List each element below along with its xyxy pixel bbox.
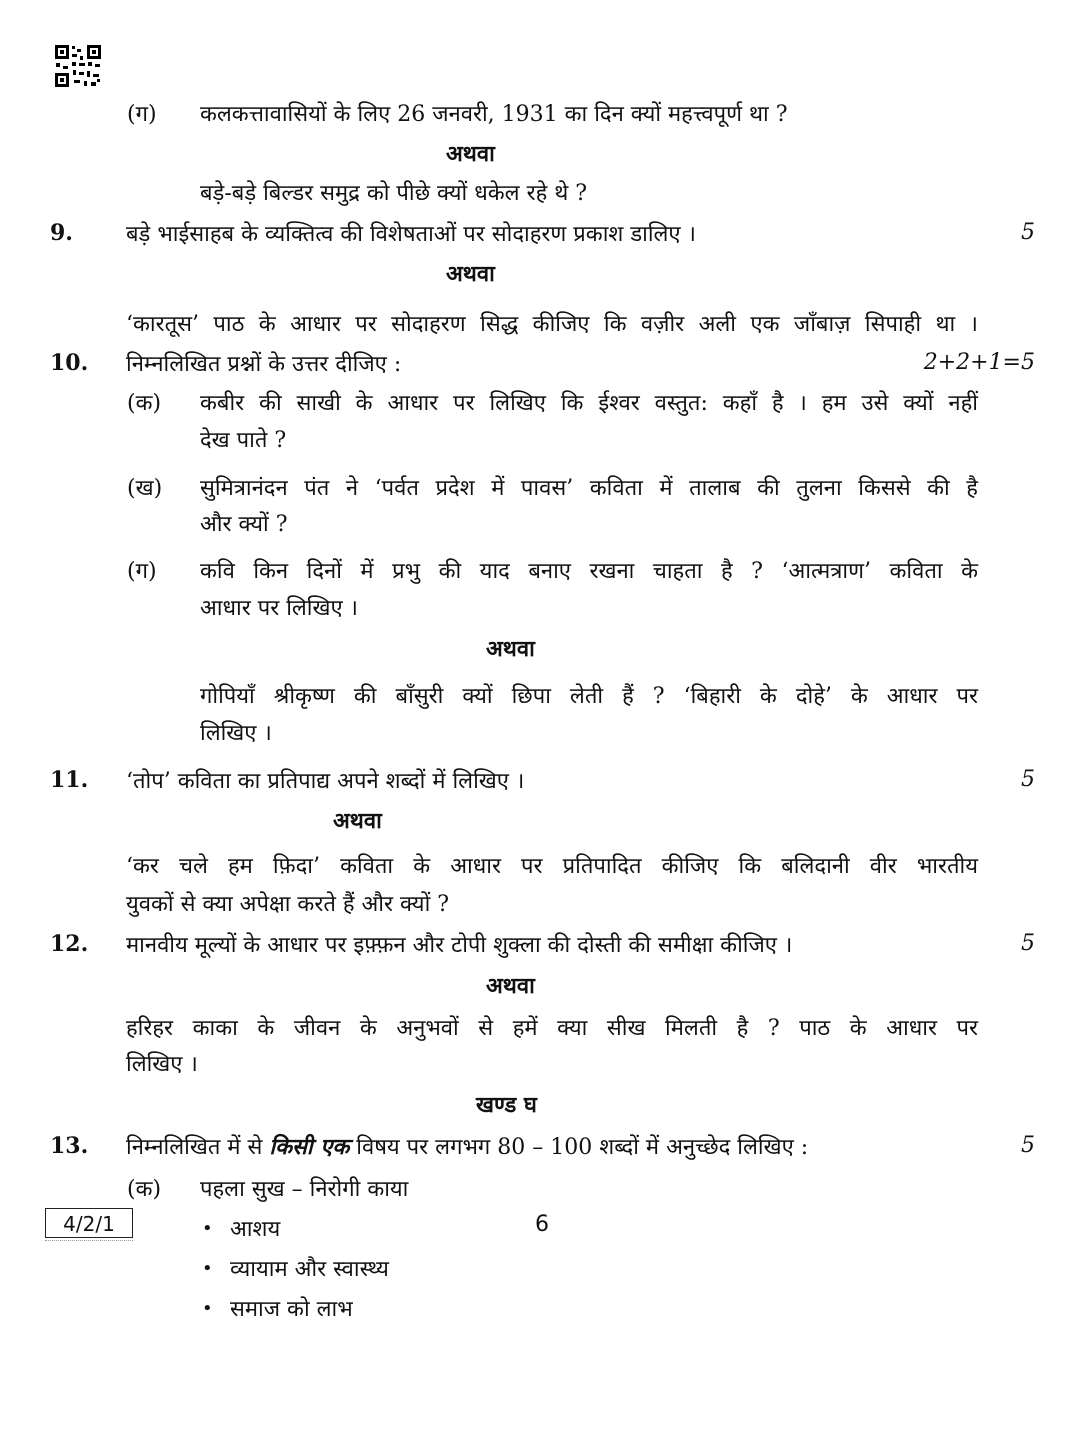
q13a-title: पहला सुख – निरोगी काया [200,1177,409,1202]
q10c-label: (ग) [127,559,157,584]
q13a-bullet-2: व्यायाम और स्वास्थ्य [230,1257,389,1282]
q9-marks: 5 [1021,220,1035,245]
section-title: खण्ड घ [476,1092,537,1118]
q11-number: 11. [50,767,89,793]
q10a-label: (क) [127,391,162,416]
q13a-bullet-1: आशय [230,1217,281,1242]
bullet-icon: • [202,1298,213,1319]
q10c-line1: कवि किन दिनों में प्रभु की याद बनाए रखना चाहता है ? ‘आत्मत्राण’ कविता के [200,559,978,584]
q11-or-heading: अथवा [333,808,382,834]
q8c-text: कलकत्तावासियों के लिए 26 जनवरी, 1931 का दिन क्यों महत्त्वपूर्ण था ? [200,102,788,127]
bullet-icon: • [202,1218,213,1239]
q8-or-heading: अथवा [446,141,495,167]
q13-text-pre: निम्नलिखित में से [126,1135,270,1160]
q10b-line1: सुमित्रानंदन पंत ने ‘पर्वत प्रदेश में पावस’ कविता में तालाब की तुलना किससे की है [200,476,978,501]
q11-or-line1: ‘कर चले हम फ़िदा’ कविता के आधार पर प्रतिपादित कीजिए कि बलिदानी वीर भारतीय [126,854,978,879]
footer-divider [45,1240,133,1244]
q10-number: 10. [50,350,89,376]
q13-marks: 5 [1021,1133,1035,1158]
qr-code-icon [54,44,102,88]
q12-or-heading: अथवा [486,973,535,999]
q10-text: निम्नलिखित प्रश्नों के उत्तर दीजिए : [126,352,402,377]
q10b-label: (ख) [127,476,163,501]
q13a-label: (क) [127,1177,162,1202]
page-number: 6 [535,1212,549,1237]
q13a-bullet-3: समाज को लाभ [230,1297,353,1322]
bullet-icon: • [202,1258,213,1279]
q13-number: 13. [50,1133,89,1159]
q10c-line2: आधार पर लिखिए । [200,596,358,621]
q10-marks: 2+2+1=5 [923,350,1035,375]
q12-marks: 5 [1021,931,1035,956]
q10a-line1: कबीर की साखी के आधार पर लिखिए कि ईश्वर वस्तुत: कहाँ है । हम उसे क्यों नहीं [200,391,978,416]
q9-or-text: ‘कारतूस’ पाठ के आधार पर सोदाहरण सिद्ध कीजिए कि वज़ीर अली एक जाँबाज़ सिपाही था । [126,312,978,337]
q8-or-text: बड़े-बड़े बिल्डर समुद्र को पीछे क्यों धकेल रहे थे ? [200,181,588,206]
q9-or-heading: अथवा [446,261,495,287]
q9-number: 9. [50,220,73,246]
q12-or-line1: हरिहर काका के जीवन के अनुभवों से हमें क्या सीख मिलती है ? पाठ के आधार पर [126,1016,978,1041]
q12-text: मानवीय मूल्यों के आधार पर इफ़्फ़न और टोपी शुक्ला की दोस्ती की समीक्षा कीजिए । [126,933,793,958]
q12-or-line2: लिखिए । [126,1052,198,1077]
q11-text: ‘तोप’ कविता का प्रतिपाद्य अपने शब्दों में लिखिए । [126,769,525,794]
q10-or-line2: लिखिए । [200,721,272,746]
q13-text [126,1131,808,1161]
q10a-line2: देख पाते ? [200,428,287,453]
q13-text-emphasis: किसी एक [269,1134,350,1160]
q10-or-line1: गोपियाँ श्रीकृष्ण की बाँसुरी क्यों छिपा लेती हैं ? ‘बिहारी के दोहे’ के आधार पर [200,684,978,709]
paper-code: 4/2/1 [45,1208,133,1238]
q10b-line2: और क्यों ? [200,512,288,537]
q9-text: बड़े भाईसाहब के व्यक्तित्व की विशेषताओं पर सोदाहरण प्रकाश डालिए । [126,222,696,247]
q13-text-post: विषय पर लगभग 80 – 100 शब्दों में अनुच्छेद लिखिए : [349,1135,809,1160]
q12-number: 12. [50,931,89,957]
q11-marks: 5 [1021,767,1035,792]
q10-or-heading: अथवा [486,636,535,662]
q8c-label: (ग) [127,102,157,127]
q11-or-line2: युवकों से क्या अपेक्षा करते हैं और क्यों ? [126,892,450,917]
